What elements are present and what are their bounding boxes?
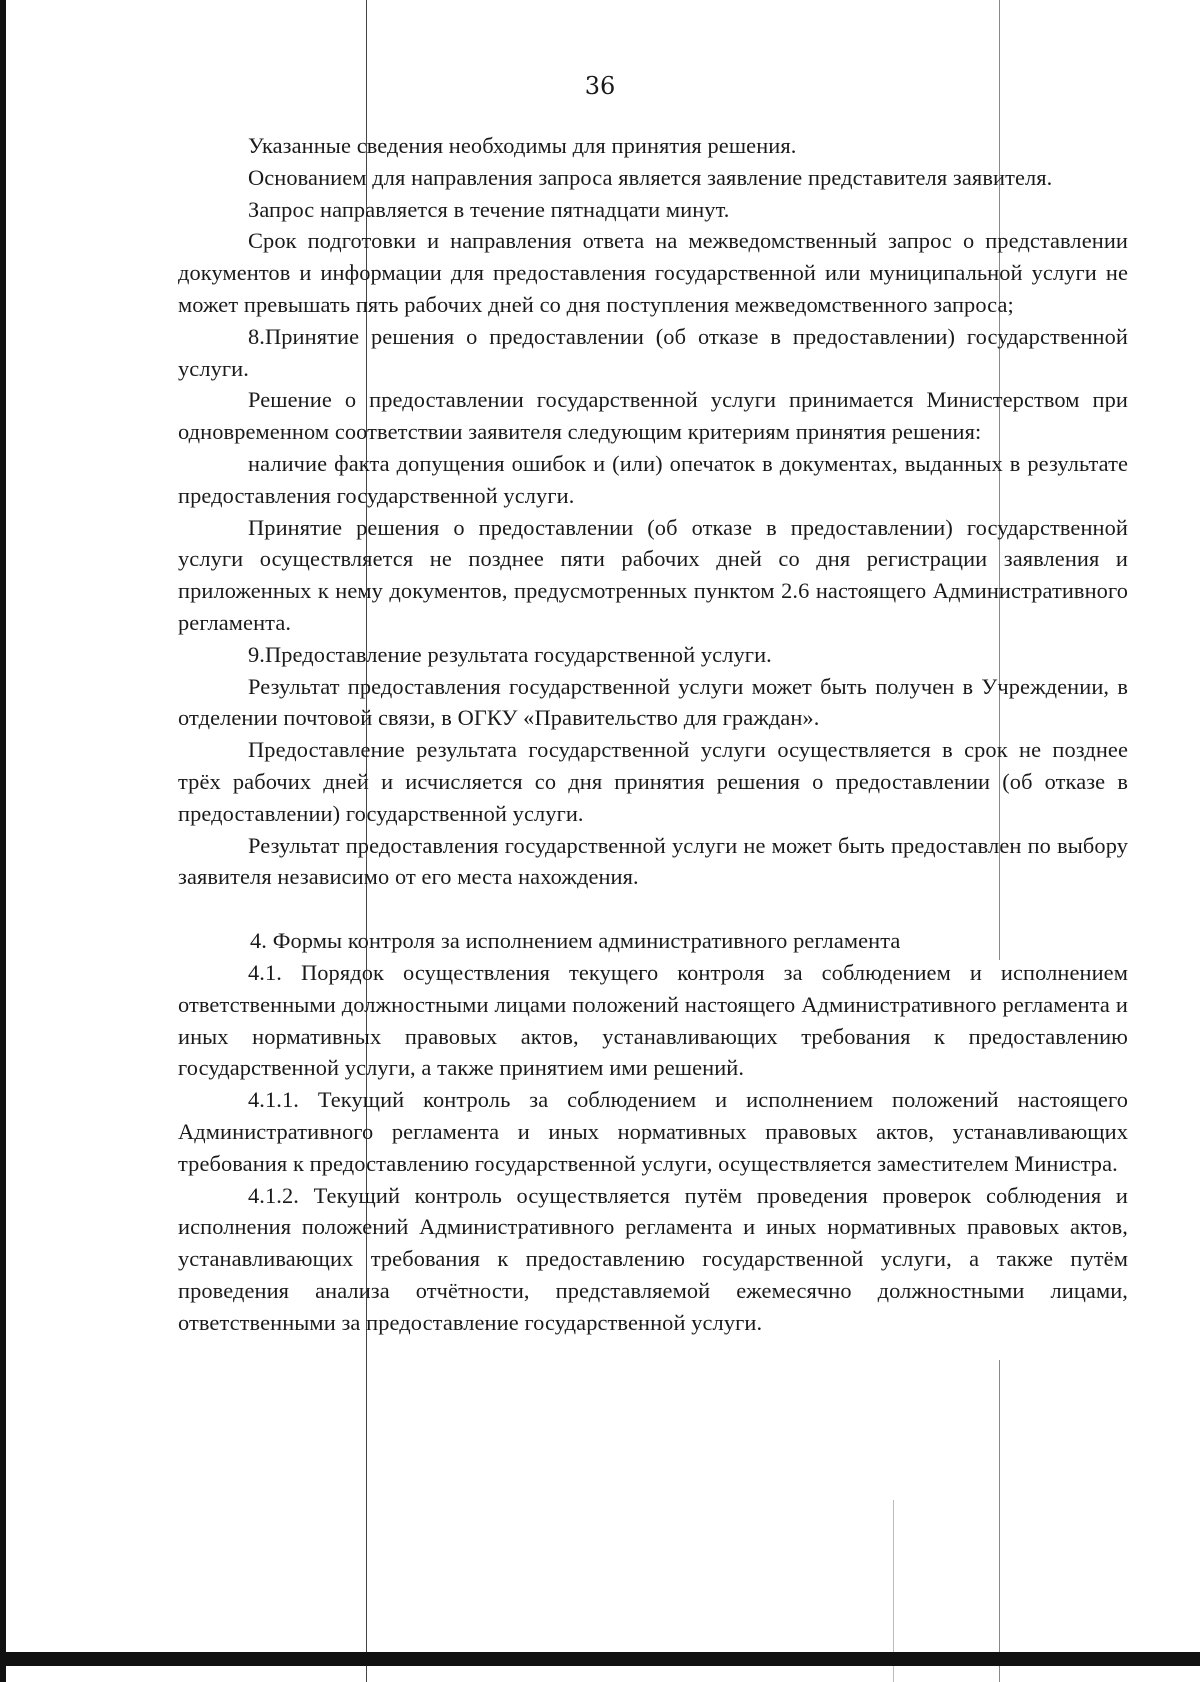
paragraph: Указанные сведения необходимы для принятия решения. <box>248 133 797 158</box>
paragraph: Принятие решения о предоставлении (об отказе в предоставлении) государственной услуги осуществляется не позднее пяти рабочих дней со дня регистрации заявления и приложенных к нему документов, предусмотренных пунктом 2.6 настоящего Административного регламента. <box>178 514 1128 635</box>
paragraph: 4.1.1. Текущий контроль за соблюдением и исполнением положений настоящего Административного регламента и иных нормативных правовых актов, устанавливающих требования к предоставлению государственной услуги, осуществляется заместителем Министра. <box>178 1087 1128 1176</box>
paragraph: 4.1. Порядок осуществления текущего контроля за соблюдением и исполнением ответственными должностными лицами положений настоящего Административного регламента и иных нормативных правовых актов, устанавливающих требования к предоставлению государственной услуги, а также принятием ими решений. <box>178 959 1128 1081</box>
paragraph: Основанием для направления запроса является заявление представителя заявителя. <box>248 164 1053 190</box>
paragraph: 9.Предоставление результата государственной услуги. <box>248 641 772 667</box>
paragraph: Предоставление результата государственной услуги осуществляется в срок не позднее трёх рабочих дней и исчисляется со дня принятия решения о предоставлении (об отказе в предоставлении) государственной услуги. <box>178 737 1128 826</box>
document-body <box>178 130 1128 1338</box>
paragraph: Результат предоставления государственной услуги не может быть предоставлен по выбору заявителя независимо от его места нахождения. <box>178 832 1128 890</box>
section-heading: 4. Формы контроля за исполнением административного регламента <box>250 928 901 954</box>
scan-bottom-edge <box>0 1652 1200 1666</box>
paragraph: Срок подготовки и направления ответа на межведомственный запрос о представлении документов и информации для предоставления государственной или муниципальной услуги не может превышать пять рабочих дней со дня поступления межведомственного запроса; <box>178 228 1128 317</box>
paragraph: Решение о предоставлении государственной услуги принимается Министерством при одновременном соответствии заявителя следующим критериям принятия решения: <box>178 387 1128 445</box>
page-number: 36 <box>584 72 616 100</box>
scan-artifact-line <box>999 1360 1000 1682</box>
paragraph: наличие факта допущения ошибок и (или) опечаток в документах, выданных в результате предоставления государственной услуги. <box>178 450 1128 508</box>
scan-left-edge <box>0 0 6 1682</box>
paragraph: 4.1.2. Текущий контроль осуществляется путём проведения проверок соблюдения и исполнения положений Административного регламента и иных нормативных правовых актов, устанавливающих требования к предоставлению государственной услуги, а также путём проведения анализа отчётности, представляемой ежемесячно должностными лицами, ответственными за предоставление государственной услуги. <box>178 1182 1128 1335</box>
paragraph: Результат предоставления государственной услуги может быть получен в Учреждении, в отделении почтовой связи, в ОГКУ «Правительство для граждан». <box>178 673 1128 731</box>
paragraph: 8.Принятие решения о предоставлении (об отказе в предоставлении) государственной услуги. <box>178 323 1128 381</box>
paragraph: Запрос направляется в течение пятнадцати минут. <box>248 196 730 222</box>
